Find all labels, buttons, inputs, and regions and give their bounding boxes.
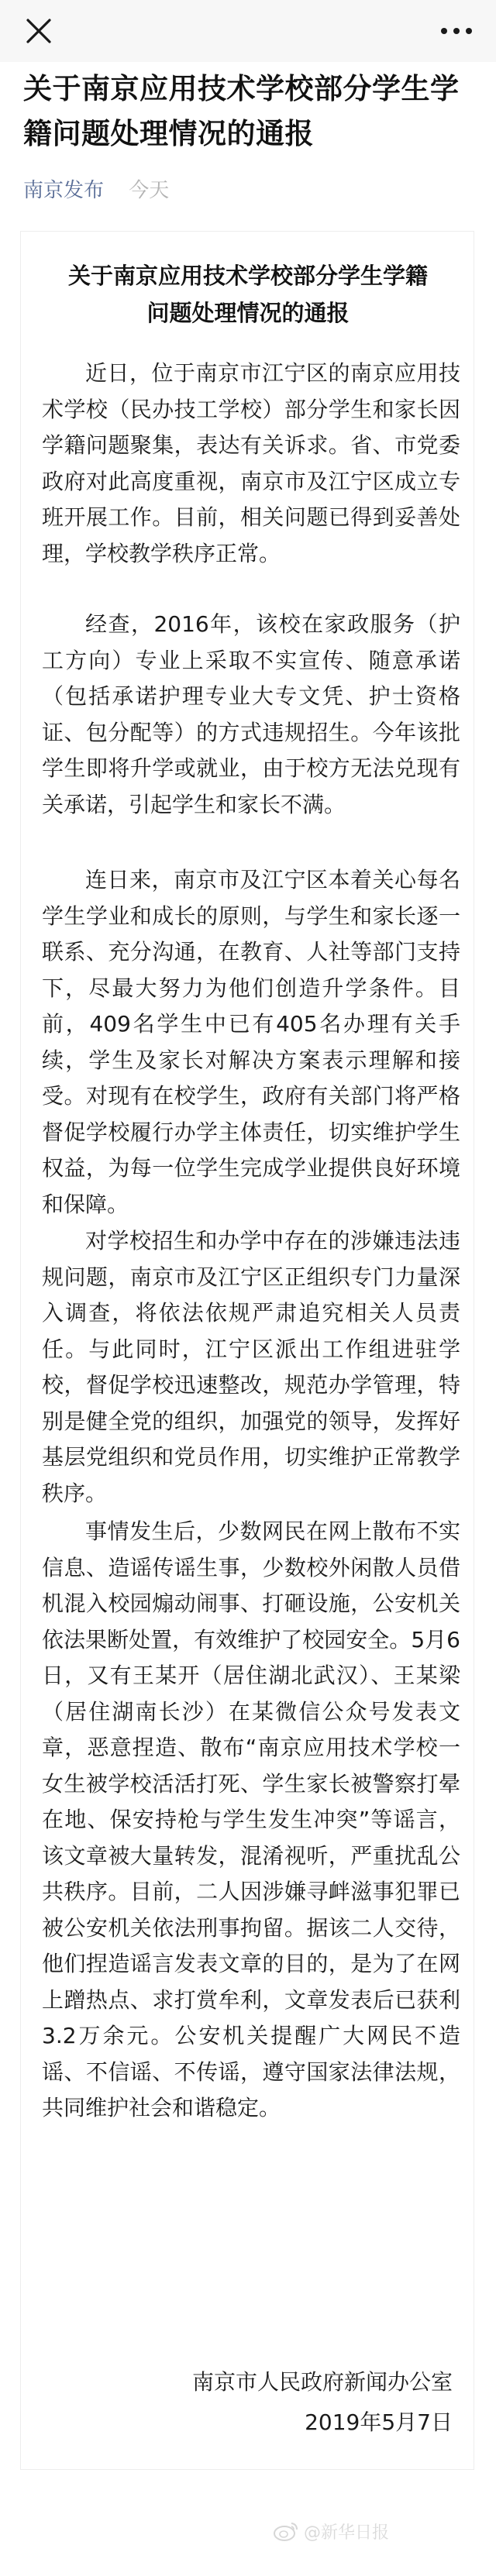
notice-paragraph: 近日，位于南京市江宁区的南京应用技术学校（民办技工学校）部分学生和家长因学籍问题聚集，表达有关诉求。省、市党委政府对此高度重视，南京市及江宁区成立专班开展工作。目前，相关问题已得到妥善处理，学校教学秩序正常。 <box>42 360 460 566</box>
publish-date: 今天 <box>129 179 170 202</box>
watermark-text: @新华日报 <box>304 2523 390 2543</box>
more-dots-icon <box>437 17 476 45</box>
notice-paragraph: 连日来，南京市及江宁区本着关心每名学生学业和成长的原则，与学生和家长逐一联系、充分沟通，在教育、人社等部门支持下，尽最大努力为他们创造升学条件。目前，409名学生中已有405名办理有关手续，学生及家长对解决方案表示理解和接受。对现有在校学生，政府有关部门将严格督促学校履行办学主体责任，切实维护学生权益，为每一位学生完成学业提供良好环境和保障。 <box>42 867 460 1217</box>
weibo-logo-icon <box>273 2520 299 2542</box>
issuing-office: 南京市人民政府新闻办公室 <box>191 2369 453 2395</box>
top-nav-bar <box>0 0 496 62</box>
issue-date: 2019年5月7日 <box>305 2409 453 2435</box>
account-name-link[interactable]: 南京发布 <box>23 179 105 202</box>
notice-title-line: 关于南京应用技术学校部分学生学籍 <box>67 263 428 289</box>
source-watermark <box>273 2516 389 2547</box>
notice-title-line: 问题处理情况的通报 <box>146 300 350 326</box>
article-meta <box>23 177 169 205</box>
notice-paragraph: 事情发生后，少数网民在网上散布不实信息、造谣传谣生事，少数校外闲散人员借机混入校园煽动闹事、打砸设施，公安机关依法果断处置，有效维护了校园安全。5月6日，又有王某开（居住湖北武汉）、王某梁（居住湖南长沙）在某微信公众号发表文章，恶意捏造、散布“南京应用技术学校一女生被学校活活打死、学生家长被警察打晕在地、保安持枪与学生发生冲突”等谣言，该文章被大量转发，混淆视听，严重扰乱公共秩序。目前，二人因涉嫌寻衅滋事犯罪已被公安机关依法刑事拘留。据该二人交待，他们捏造谣言发表文章的目的，是为了在网上蹭热点、求打赏牟利，文章发表后已获利3.2万余元。公安机关提醒广大网民不造谣、不信谣、不传谣，遵守国家法律法规，共同维护社会和谐稳定。 <box>42 1518 460 2120</box>
article-title: 关于南京应用技术学校部分学生学籍问题处理情况的通报 <box>23 72 460 150</box>
notice-paragraph: 经查，2016年，该校在家政服务（护工方向）专业上采取不实宣传、随意承诺（包括承诺护理专业大专文凭、护士资格证、包分配等）的方式违规招生。今年该批学生即将升学或就业，由于校方无法兑现有关承诺，引起学生和家长不满。 <box>42 611 460 817</box>
close-icon <box>22 14 56 48</box>
close-button[interactable] <box>22 14 56 48</box>
more-options-button[interactable] <box>437 17 476 45</box>
notice-paragraph: 对学校招生和办学中存在的涉嫌违法违规问题，南京市及江宁区正组织专门力量深入调查，将依法依规严肃追究相关人员责任。与此同时，江宁区派出工作组进驻学校，督促学校迅速整改，规范办学管理，特别是健全党的组织，加强党的领导，发挥好基层党组织和党员作用，切实维护正常教学秩序。 <box>42 1228 460 1506</box>
notice-title <box>23 257 473 332</box>
